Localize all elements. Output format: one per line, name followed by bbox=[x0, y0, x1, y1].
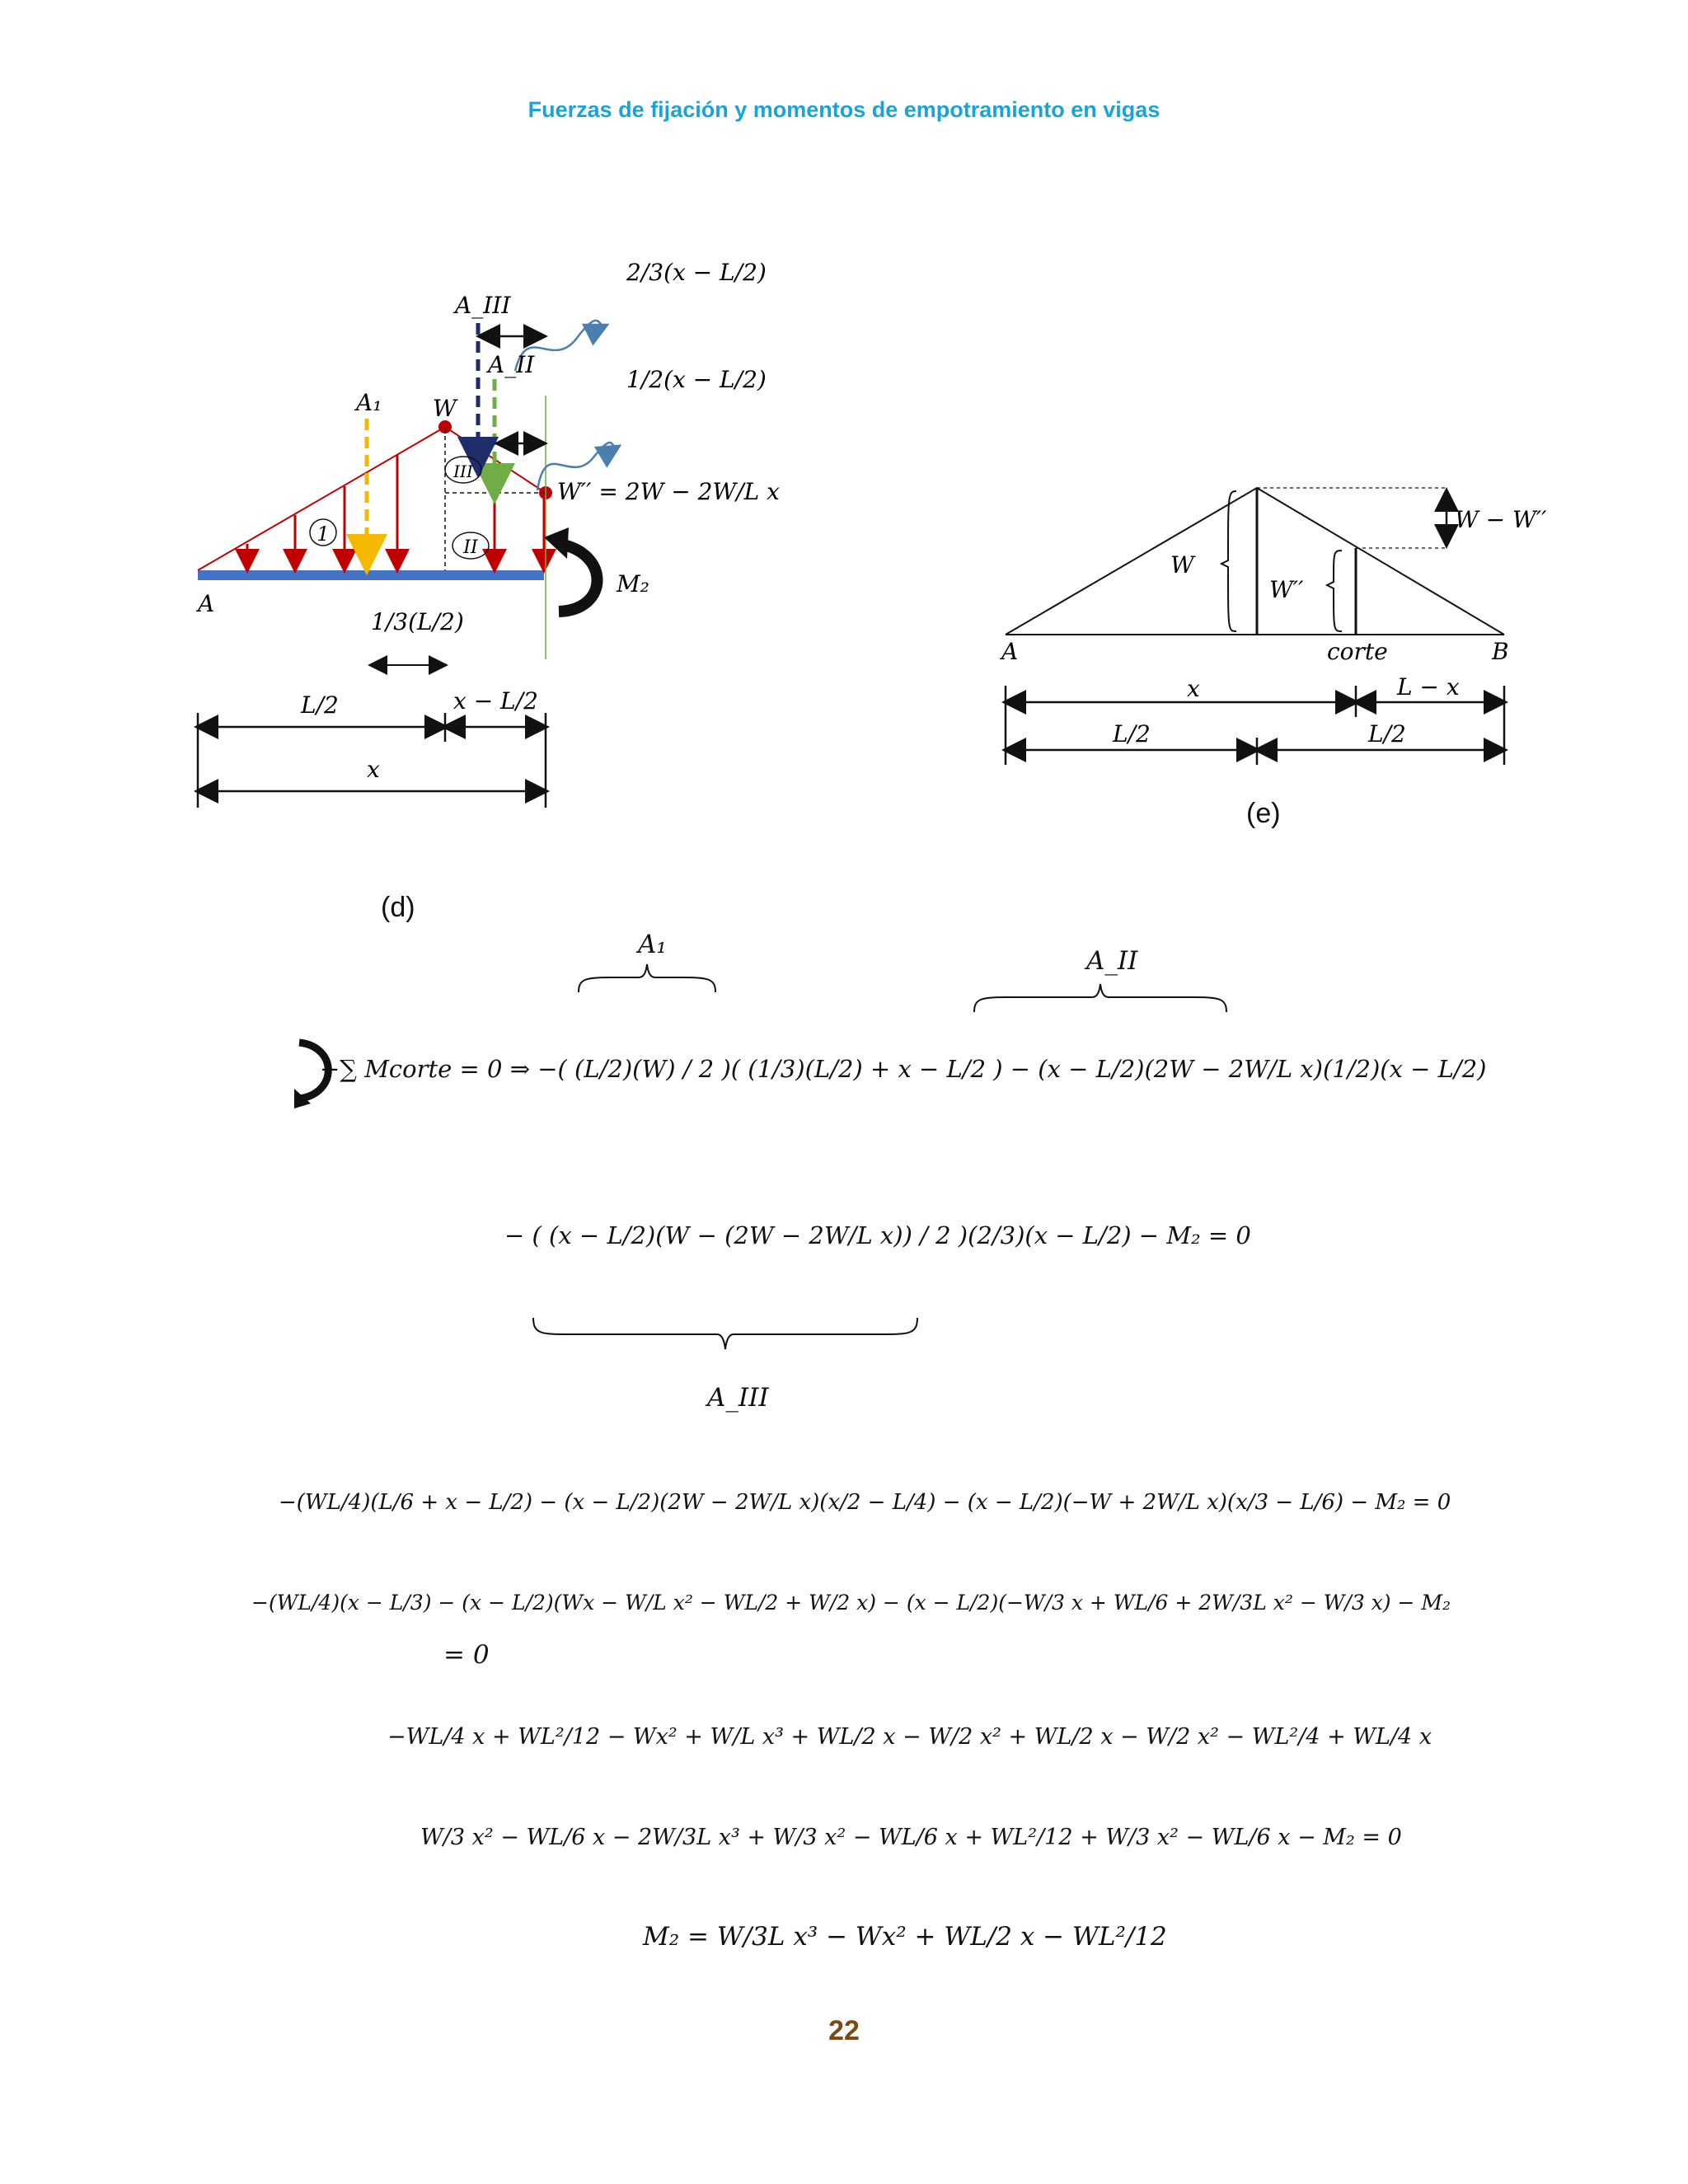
dim-l-over-2: L/2 bbox=[301, 691, 339, 719]
label-one-half: 1/2(x − L/2) bbox=[626, 366, 767, 393]
region-ii-label: II bbox=[463, 537, 478, 558]
label-corte: corte bbox=[1327, 638, 1388, 665]
label-a1-brace: A₁ bbox=[638, 930, 667, 959]
aii-brace bbox=[973, 982, 1228, 1015]
dim-l2-left: L/2 bbox=[1113, 720, 1151, 748]
region-1-label: 1 bbox=[316, 523, 330, 546]
label-aiii-brace: A_III bbox=[707, 1383, 769, 1413]
region-iii-label: III bbox=[453, 462, 473, 481]
dim-x: x bbox=[367, 756, 380, 783]
label-aiii: A_III bbox=[455, 292, 511, 319]
label-point-a: A bbox=[198, 590, 215, 617]
label-m2: M₂ bbox=[617, 570, 649, 598]
distributed-load-arrows bbox=[247, 455, 544, 569]
dim-x: x bbox=[1187, 675, 1200, 702]
equation-line-6: W/3 x² − WL/6 x − 2W/3L x³ + W/3 x² − WL/6 x + WL²/12 + W/3 x² − WL/6 x − M₂ = 0 bbox=[420, 1825, 1402, 1850]
figure-d-caption: (d) bbox=[381, 892, 415, 923]
page-number: 22 bbox=[828, 2015, 860, 2046]
label-point-b: B bbox=[1492, 638, 1509, 665]
page-header: Fuerzas de fijación y momentos de empotramiento en vigas bbox=[528, 97, 1160, 122]
dim-l-minus-x: L − x bbox=[1397, 673, 1460, 701]
label-two-thirds: 2/3(x − L/2) bbox=[626, 259, 767, 286]
label-w: W bbox=[1170, 551, 1194, 579]
label-a1: A₁ bbox=[356, 389, 382, 416]
label-aii-brace: A_II bbox=[1086, 946, 1138, 976]
aiii-brace bbox=[532, 1315, 919, 1352]
figure-e-triangle-diagram bbox=[989, 462, 1566, 775]
equation-result-m2: M₂ = W/3L x³ − Wx² + WL/2 x − WL²/12 bbox=[643, 1922, 1167, 1952]
equation-line-5: −WL/4 x + WL²/12 − Wx² + W/L x³ + WL/2 x − W/2 x² + WL/2 x − W/2 x² − WL²/4 + WL/4 x bbox=[387, 1724, 1432, 1750]
label-one-third: 1/3(L/2) bbox=[371, 608, 464, 635]
label-w-minus: W − W′′ bbox=[1455, 506, 1547, 533]
label-w-double-prime: W′′ bbox=[1269, 576, 1304, 603]
label-point-a: A bbox=[1001, 638, 1019, 665]
label-aii: A_II bbox=[488, 351, 535, 378]
beam bbox=[198, 570, 544, 580]
equation-line-3: −(WL/4)(L/6 + x − L/2) − (x − L/2)(2W − 2W/L x)(x/2 − L/4) − (x − L/2)(−W + 2W/L x)(x/3 − L/6) − M₂ = 0 bbox=[279, 1490, 1451, 1515]
label-w: W bbox=[433, 395, 457, 422]
equation-line-2: − ( (x − L/2)(W − (2W − 2W/L x)) / 2 )(2/3)(x − L/2) − M₂ = 0 bbox=[504, 1221, 1251, 1249]
load-triangle bbox=[1006, 488, 1504, 635]
a1-brace bbox=[577, 963, 717, 996]
equation-line-4b: = 0 bbox=[443, 1640, 490, 1670]
dim-x-minus-l2: x − L/2 bbox=[453, 687, 538, 715]
equation-line-4a: −(WL/4)(x − L/3) − (x − L/2)(Wx − W/L x² − WL/2 + W/2 x) − (x − L/2)(−W/3 x + WL/6 + 2W/3L x² − W/3 x) − M₂ bbox=[251, 1591, 1451, 1615]
label-w-double-prime: W′′ = 2W − 2W/L x bbox=[557, 478, 780, 505]
figure-d-beam-diagram bbox=[165, 231, 824, 824]
dim-l2-right: L/2 bbox=[1368, 720, 1406, 748]
figure-e-caption: (e) bbox=[1246, 798, 1281, 829]
equation-line-1: +∑ Mcorte = 0 ⇒ −( (L/2)(W) / 2 )( (1/3)(L/2) + x − L/2 ) − (x − L/2)(2W − 2W/L x)(1/2)(x − L/2) bbox=[320, 1055, 1487, 1083]
